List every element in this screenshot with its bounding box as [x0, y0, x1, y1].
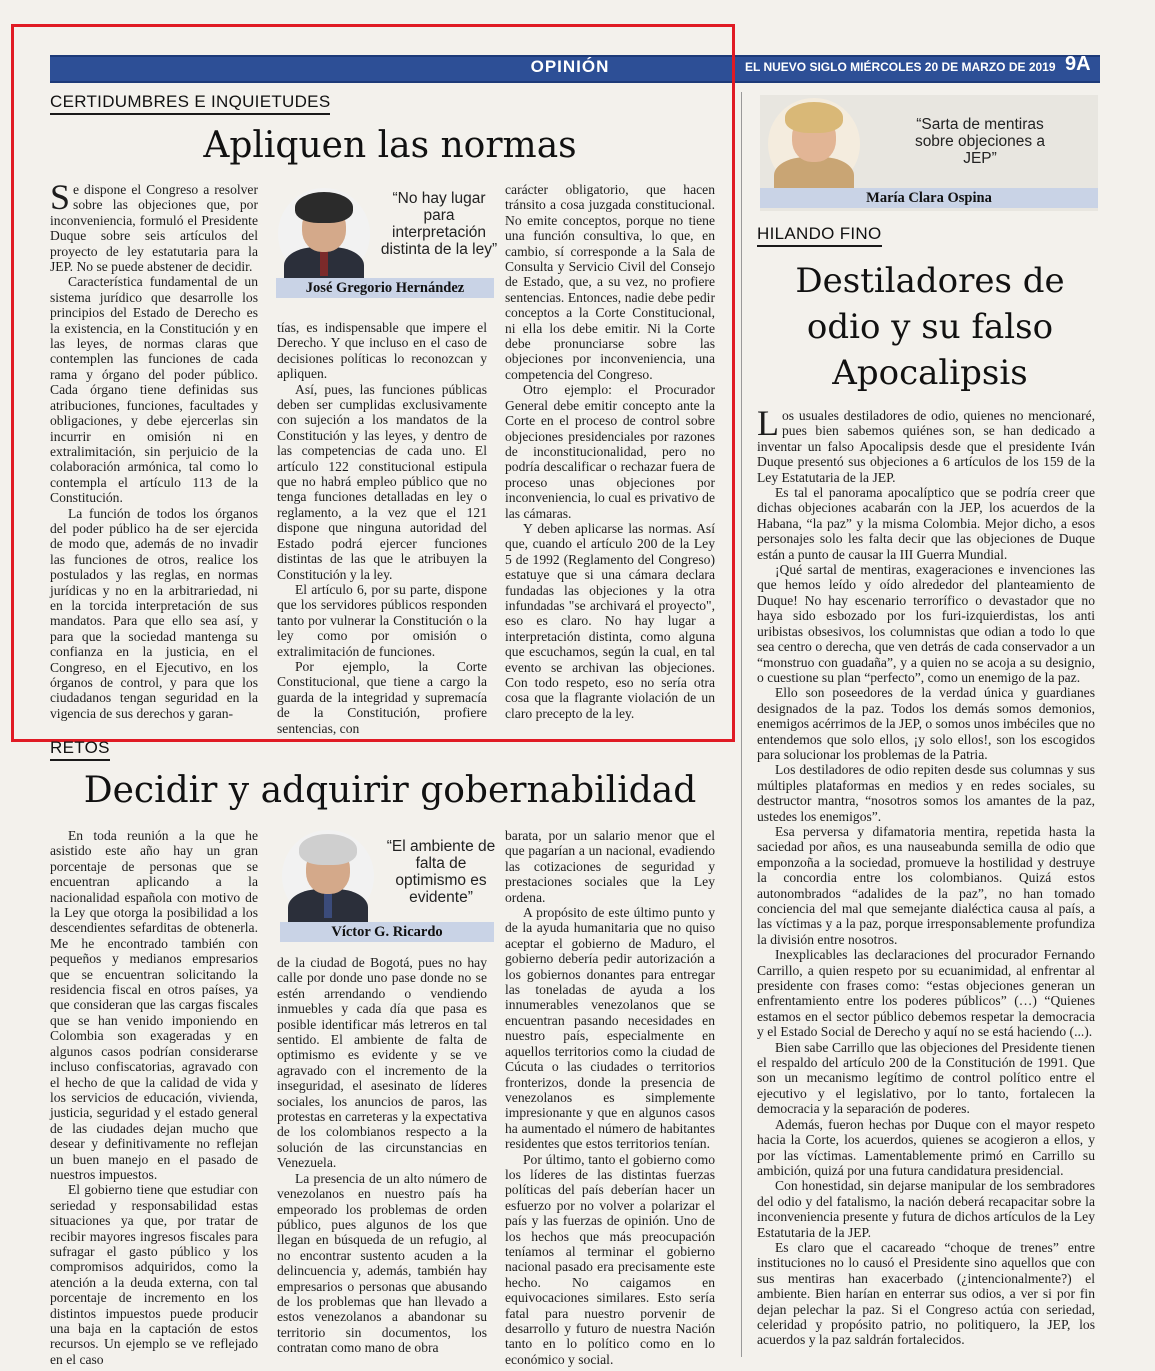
article3-author-byline: María Clara Ospina [760, 188, 1098, 208]
article3-paragraph: Es tal el panorama apocalíptico que se podría creer que dichas objeciones acabarán con la JEP, los acuerdos de la Habana, “la paz” y la misma Colombia. Mejor dicho, a esos personajes solo les falta decir que las objeciones de Duque están a punto de causar la III Guerra Mundial. [757, 485, 1095, 562]
article1-kicker: CERTIDUMBRES E INQUIETUDES [50, 92, 330, 115]
article3-paragraph: Ello son poseedores de la verdad única y guardianes designados de la paz. Todos los demás somos demonios, enemigos acérrimos de la JEP, o somos unos imbéciles que no entendemos que solo ellos, ¡y solo ellos!, son los escogidos para solucionar los problemas de la Patria. [757, 685, 1095, 762]
article1-author-byline: José Gregorio Hernández [276, 278, 494, 298]
page-number: 9A [1065, 53, 1091, 75]
article2-kicker: RETOS [50, 738, 110, 761]
article2-paragraph: El gobierno tiene que estudiar con seriedad y responsabilidad estas situaciones ya que, por tratar de recibir mayores ingresos fiscales para sufragar el gasto público y los compromisos adquiridos, como la atención a la deuda externa, con tal porcentaje de incremento en los distintos impuestos puede producir una baja en la captación de estos recursos. Un ejemplo se ve reflejado en el caso [50, 1182, 258, 1367]
article2-headline: Decidir y adquirir gobernabilidad [83, 770, 697, 811]
article1-pullquote: “No hay lugar para interpretación distinta de la ley” [380, 190, 498, 258]
article3-paragraph: ¡Qué sartal de mentiras, exageraciones e invenciones las que hemos leído y oído alrededor del planteamiento de Duque! No hay escenario terrorífico o devastador que no haya sido esbozado por los furi-izquierdistas, los anti uribistas obsesivos, los columnistas que odian a todo lo que sea centro o derecha, que ven detrás de cada conservador a un “monstruo con guadaña”, y a quien no se acoja a su designio, o cuestione su plan “perfecto”, como un enemigo de la paz. [757, 562, 1095, 685]
publication-date-line: EL NUEVO SIGLO MIÉRCOLES 20 DE MARZO DE 2019 [745, 60, 1056, 74]
article1-paragraph: Y deben aplicarse las normas. Así que, cuando el artículo 200 de la Ley 5 de 1992 (Reglamento del Congreso) estatuye que si una cámara declara fundadas las objeciones y la otra infundadas "se archivará el proyecto", eso es claro. No hay lugar a interpretación distinta, como alguna que escuchamos, según la cual, en tal evento se archivan las objeciones. Con todo respeto, eso no sería otra cosa que la flagrante violación de un claro precepto de la ley. [505, 520, 715, 721]
section-title: OPINIÓN [530, 57, 610, 76]
article3-paragraph: Los destiladores de odio repiten desde sus columnas y sus múltiples plataformas en medios y en redes sociales, su destructor mantra, “nosotros somos los amantes de la paz, ustedes los enemigos”. [757, 762, 1095, 824]
article3-paragraph: Con honestidad, sin dejarse manipular de los sembradores del odio y del fatalismo, la nación deberá recapacitar sobre la inconveniencia presente y futura de dichos artículos de la Ley Estatutaria de la JEP. [757, 1178, 1095, 1240]
article3-paragraph: Además, fueron hechas por Duque con el mayor respeto hacia la Corte, los acuerdos, quienes se acogieron a ellos, y por las víctimas. Lamentablemente primó en Carrillo su ambición, quizá por una futura candidatura presidencial. [757, 1116, 1095, 1178]
article1-paragraph: El artículo 6, por su parte, dispone que los servidores públicos responden tanto por vulnerar la Constitución o la ley como por omisión o extralimitación de funciones. [277, 581, 487, 659]
article1-paragraph: Así, pues, las funciones públicas deben ser cumplidas exclusivamente con sujeción a los mandatos de la Constitución y las leyes, y dentro de las competencias de cada uno. El artículo 122 constitucional estipula que no habrá empleo público que no tenga funciones detalladas en ley o reglamento, a la vez que el 121 dispone que ninguna autoridad del Estado podrá ejercer funciones distintas de las que le atribuyen la Constitución y la ley. [277, 381, 487, 582]
article2-column-3 [505, 828, 715, 1367]
article1-paragraph: Característica fundamental de un sistema jurídico que desarrolle los principios del Estado de Derecho es la existencia, en la Constitución y en las leyes, de normas claras que contemplen las funciones de cada rama y órgano del poder público. Cada órgano tiene definidas sus atribuciones, funciones, facultades y obligaciones, y debe ejercerlas sin incurrir en omisión ni en extralimitación, sin perjuicio de la colaboración armónica, tal como lo contempla el artículo 113 de la Constitución. [50, 274, 258, 506]
article2-column-2 [277, 955, 487, 1356]
article3-pullquote: “Sarta de mentiras sobre objeciones a JEP” [914, 116, 1046, 167]
article1-paragraph: e dispone el Congreso a resolver sobre las objeciones que, por inconveniencia, formuló el Presidente Duque sobre seis artículos del proyecto de ley estatutaria para la JEP. No se puede abstener de decidir. [50, 182, 258, 275]
article3-body [757, 403, 1095, 1358]
article2-pullquote: “El ambiente de falta de optimismo es evidente” [386, 838, 496, 906]
article2-paragraph: Por último, tanto el gobierno como los líderes de las distintas fuerzas políticas del país deberían hacer un esfuerzo por no volver a polarizar el país y las fuerzas de opinión. Uno de los hechos que más preocupación teníamos al terminar el gobierno nacional pasado era precisamente este hecho. No caigamos en equivocaciones similares. Esto sería fatal para nuestro porvenir de desarrollo y futuro de nuestra Nación tanto en lo político como en lo económico y social. [505, 1151, 715, 1367]
article2-paragraph: La presencia de un alto número de venezolanos en nuestro país ha empeorado los problemas de orden público, pues algunos de los que llegan en búsqueda de un refugio, al no encontrar sustento acuden a la delincuencia y, además, también hay empresarios o personas que abusando de los problemas que han llevado a estos venezolanos a abandonar su territorio sin documentos, los contratan como mano de obra [277, 1170, 487, 1356]
article1-paragraph: Otro ejemplo: el Procurador General debe emitir concepto ante la Corte en el proceso de control sobre objeciones presidenciales por razones de inconstitucionalidad, pero no podría descalificar o rechazar fuera de proceso unas objeciones por inconveniencia, lo cual es privativo de las cámaras. [505, 382, 715, 521]
column-divider [741, 92, 742, 1357]
article3-paragraph: os usuales destiladores de odio, quienes no mencionaré, pues bien sabemos quiénes son, se han dedicado a inventar un falso Apocalipsis desde que el presidente Iván Duque presentó sus objeciones a 6 artículos de los 159 de la Ley Estatutaria de la JEP. [757, 408, 1095, 485]
article3-paragraph: Bien sabe Carrillo que las objeciones del Presidente tienen el respaldo del artículo 200 de la Constitución de 1991. Que son un mecanismo legítimo de control político entre el ejecutivo y el legislativo, por lo tanto, fortalecen la democracia y la separación de poderes. [757, 1039, 1095, 1117]
article1-paragraph: Por ejemplo, la Corte Constitucional, que tiene a cargo la guarda de la integridad y supremacía de la Constitución, profiere sentencias, con [277, 658, 487, 736]
article2-author-byline: Víctor G. Ricardo [280, 922, 494, 942]
article3-paragraph: Esa perversa y difamatoria mentira, repetida hasta la saciedad por años, es una nauseabunda semilla de odio que emponzoña a la sociedad, promueve la hostilidad y destruye la concordia entre los colombianos. Quizá estos autonombrados “adalides de la paz”, no han tomado conciencia del mal que semejante dialéctica causa al país, a las víctimas y a la paz, porque irresponsablemente profundiza la división entre nosotros. [757, 823, 1095, 947]
article2-paragraph: de la ciudad de Bogotá, pues no hay calle por donde uno pase donde no se estén arrendando o vendiendo inmuebles y cada día que pasa es posible identificar más letreros en tal sentido. El ambiente de falta de optimismo es evidente y se ve agravado con el incremento de la inseguridad, el asesinato de líderes sociales, los anuncios de paros, las protestas en carreteras y la expectativa de los colombianos respecto a la solución de las circunstancias en Venezuela. [277, 955, 487, 1171]
author-photo [768, 98, 860, 190]
author-photo [282, 830, 374, 922]
article1-headline: Apliquen las normas [203, 125, 577, 166]
article3-paragraph: Es claro que el cacareado “choque de trenes” entre instituciones no lo causó el Presidente sino aquellos que con sus mentiras han exacerbado (¿intencionalmente?) el ambiente. Bien harían en enterrar sus odios, a ver si por fin dejan pelechar la paz. Si el Congreso actúa con seriedad, celeridad y propósito patrio, no politiquero, la JEP, los acuerdos y la paz saldrán fortalecidos. [757, 1239, 1095, 1348]
article2-paragraph: En toda reunión a la que he asistido este año hay un gran porcentaje de personas que se encuentran aplicando a la nacionalidad española con motivo de la Ley que otorga la posibilidad a los descendientes sefarditas de obtenerla. Me he encontrado también con pequeños y medianos empresarios que se encuentran solicitando la residencia fiscal en otros países, ya que consideran que las cargas fiscales que se han venido imponiendo en Colombia son exageradas y en algunos casos podrían considerarse incluso confiscatorias, agravado con el hecho de que la calidad de vida y los servicios de educación, vivienda, justicia, seguridad y el estado general de las ciudades dejan mucho que desear y definitivamente no reflejan un buen manejo en el pasado de nuestros impuestos. [50, 828, 258, 1182]
article2-paragraph: A propósito de este último punto y de la ayuda humanitaria que no quiso aceptar el gobierno de Maduro, el gobierno debería pedir autorización a los gobiernos donantes para entregar las toneladas de ayuda a los innumerables venezolanos que se encuentran pasando necesidades en nuestro país, especialmente en aquellos territorios como la ciudad de Cúcuta o las ciudades o territorios fronterizos, donde la presencia de venezolanos es simplemente impresionante y que en algunos casos ha aumentado el número de habitantes residentes que estos territorios tenían. [505, 905, 715, 1152]
article3-dropcap: L [757, 403, 779, 443]
article1-paragraph: carácter obligatorio, que hacen tránsito a cosa juzgada constitucional. No emite conceptos, porque no tiene una función consultiva, lo que, en cambio, sí corresponde a la Sala de Consulta y Servicio Civil del Consejo de Estado, que, a su vez, no profiere sentencias. Entonces, nadie debe pedir conceptos a la Corte Constitucional, ni ella los debe emitir. Ni la Corte debe pronunciarse sobre las objeciones por inconveniencia, una competencia del Congreso. [505, 182, 715, 382]
article2-column-1 [50, 828, 258, 1367]
article3-kicker: HILANDO FINO [757, 224, 882, 247]
article1-paragraph: tías, es indispensable que impere el Derecho. Y que incluso en el caso de decisiones políticas lo reconozcan y apliquen. [277, 320, 487, 382]
article2-paragraph: barata, por un salario menor que el que pagarían a un nacional, evadiendo las cotizaciones de seguridad y prestaciones sociales que la Ley ordena. [505, 828, 715, 905]
article1-paragraph: La función de todos los órganos del poder público ha de ser ejercida de modo que, además de no invadir las funciones de otros, realice los postulados y las reglas, en normas jurídicas y no en la arbitrariedad, ni en la torcida interpretación de sus mandatos. Para que ello sea así, y para que la sociedad mantenga su confianza en la justicia, en el Congreso, en el Ejecutivo, en los órganos de control, y para que los ciudadanos tengan seguridad en la vigencia de sus derechos y garan- [50, 505, 258, 721]
article3-headline: Destiladores de odio y su falso Apocalipsis [795, 261, 1065, 393]
article3-paragraph: Inexplicables las declaraciones del procurador Fernando Carrillo, a quien respeto por su ecuanimidad, al enfrentar al presidente con frases como: “estas objeciones generan un enfrentamiento entre los poderes públicos” (…) “Quienes estamos en el sector público debemos respetar la democracia y el Estado Social de Derecho y aquí no se está haciendo (...). [757, 947, 1095, 1040]
highlight-frame [11, 24, 735, 742]
article1-dropcap: S [50, 177, 71, 217]
